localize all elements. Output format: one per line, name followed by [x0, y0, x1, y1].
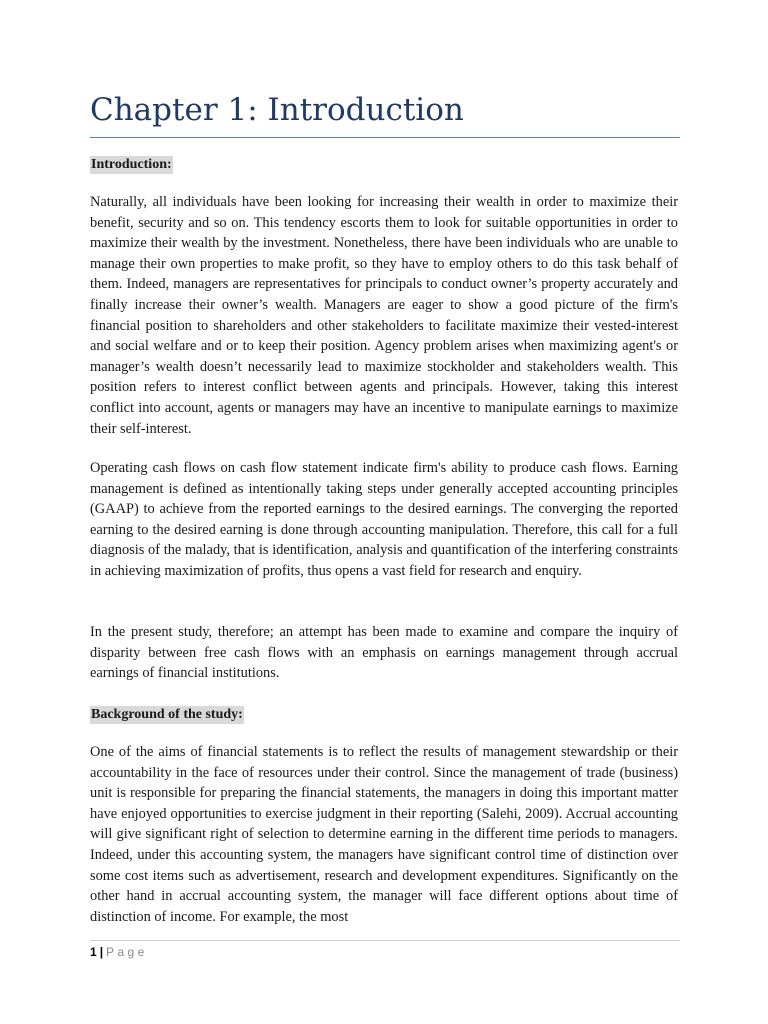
page-footer [90, 944, 148, 960]
paragraph-background-1: One of the aims of financial statements is to reflect the results of management stewardship or their accountability in the face of resources under their control. Since the management of trade (business) unit is responsible for preparing the financial statements, the managers in doing this important matter have enjoyed opportunities to exercise judgment in their reporting (Salehi, 2009). Accrual accounting will give significant right of selection to determine earning in the different time periods to managers. Indeed, under this accounting system, the managers have significant control time of distinction over some cost items such as advertisement, research and development expenditures. Significantly on the other hand in accrual accounting system, the manager will face different options about time of distinction of income. For example, the most [90, 744, 678, 925]
section-heading-background: Background of the study: [91, 707, 243, 722]
title-underline [90, 137, 680, 138]
footer-divider [90, 940, 680, 941]
document-page [90, 0, 678, 1024]
page-number: 1 [90, 945, 97, 959]
footer-separator: | [99, 945, 104, 959]
paragraph-intro-3: In the present study, therefore; an attempt has been made to examine and compare the inquiry of disparity between free cash flows with an emphasis on earnings management through accrual earnings of financial institutions. [90, 624, 678, 682]
paragraph-intro-2: Operating cash flows on cash flow statement indicate firm's ability to produce cash flows. Earning management is defined as intentionally taking steps under generally accepted accounting principles (GAAP) to achieve from the reported earnings to the desired earnings. The converging the reported earning to the desired earning is done through accounting manipulation. Therefore, this call for a full diagnosis of the malady, that is identification, analysis and quantification of the interfering constraints in achieving maximization of profits, thus opens a vast field for research and enquiry. [90, 460, 678, 579]
section-heading-introduction: Introduction: [91, 157, 172, 172]
page-label: Page [106, 945, 148, 959]
paragraph-intro-1: Naturally, all individuals have been looking for increasing their wealth in order to maximize their benefit, security and so on. This tendency escorts them to look for suitable opportunities in order to maximize their wealth by the investment. Nonetheless, there have been individuals who are unable to manage their own properties to make profit, so they have to employ others to do this task behalf of them. Indeed, managers are representatives for principals to conduct owner’s property accurately and finally increase their owner’s wealth. Managers are eager to show a good picture of the firm's financial position to shareholders and other stakeholders to facilitate maximize their vested-interest and social welfare and or to keep their position. Agency problem arises when maximizing agent's or manager’s wealth doesn’t necessarily lead to maximize stockholder and stakeholders wealth. This position refers to interest conflict between agents and principals. However, taking this interest conflict into account, agents or managers may have an incentive to manipulate earnings to maximize their self-interest. [90, 194, 678, 437]
chapter-title: Chapter 1: Introduction [90, 92, 464, 128]
